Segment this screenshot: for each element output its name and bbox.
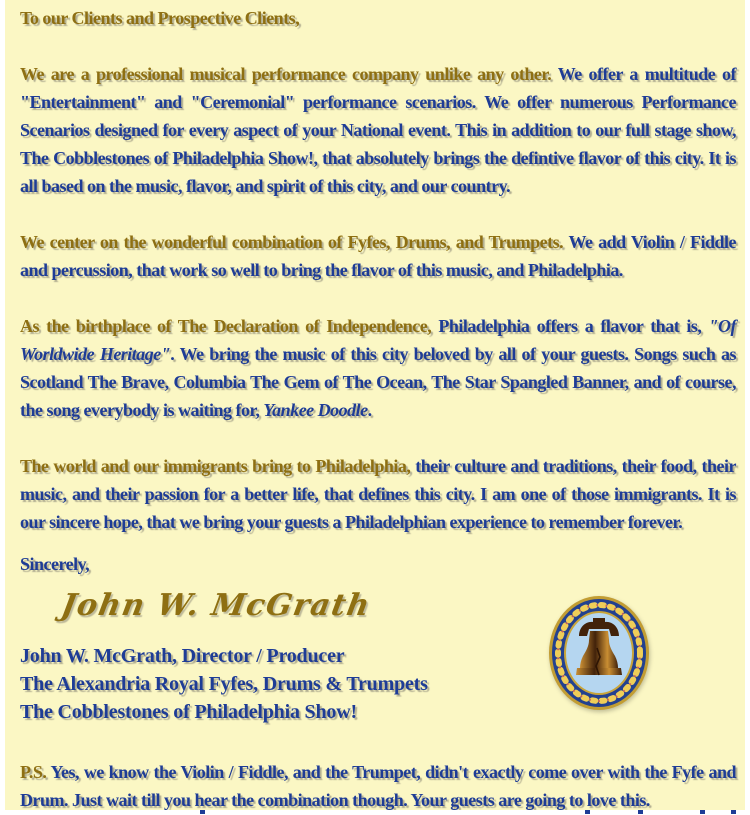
- text-segment: We center on the wonderful combination of Fyfes, Drums, and Trumpets.: [20, 232, 564, 252]
- handwritten-signature: John W. McGrath: [58, 588, 374, 623]
- liberty-bell-seal: [548, 594, 650, 712]
- clipped-next-line-fragment: [731, 810, 736, 814]
- letter-page: [5, 0, 745, 810]
- text-segment: The world and our immigrants bring to Philadelphia,: [20, 456, 411, 476]
- text-segment: As the birthplace of The Declaration of Independence,: [20, 316, 432, 336]
- text-segment: "Of Worldwide Heritage": [20, 316, 737, 364]
- text-segment: Philadelphia offers a flavor that is,: [431, 316, 709, 336]
- paragraph-immigrants: [20, 452, 736, 536]
- clipped-next-line-fragment: [200, 810, 205, 814]
- text-segment: .: [367, 400, 372, 420]
- company-name-line: The Alexandria Royal Fyfes, Drums & Trumpets: [20, 673, 428, 695]
- text-segment: their culture and traditions, their food, their music, and their passion for a better life, that defines this city. I am one of those immigrants. It is our sincere hope, that we bring your guests a Philadelphian experience to remember forever.: [20, 456, 737, 532]
- text-segment: Yes, we know the Violin / Fiddle, and the Trumpet, didn't exactly come over with the Fyfe and Drum. Just wait till you hear the combination though. Your guests are going to love this.: [20, 762, 736, 810]
- clipped-next-line-fragment: [638, 810, 643, 814]
- clipped-next-line-fragment: [585, 810, 590, 814]
- text-segment: We offer a multitude of "Entertainment" and "Ceremonial" performance scenarios. We offer numerous Performance Scenarios designed for every aspect of your National event. This in addition to our full stage show, The Cobblestones of Philadelphia Show!, that absolutely brings the defintive flavor of this city. It is all based on the music, flavor, and spirit of this city, and our country.: [20, 64, 736, 196]
- paragraph-heritage: [20, 312, 736, 424]
- text-segment: Yankee Doodle: [263, 400, 368, 420]
- postscript-paragraph: [20, 758, 736, 810]
- text-segment: . We bring the music of this city beloved by all of your guests. Songs such as Scotland The Brave, Columbia The Gem of The Ocean, The Star Spangled Banner, and of course, the song everybody is waiting for,: [20, 344, 736, 420]
- closing-sincerely: Sincerely,: [20, 554, 90, 574]
- show-name-line: The Cobblestones of Philadelphia Show!: [20, 701, 357, 723]
- text-segment: P.S.: [20, 762, 47, 782]
- signature-name-title-line: John W. McGrath, Director / Producer: [20, 645, 345, 667]
- text-segment: We add Violin / Fiddle and percussion, that work so well to bring the flavor of this music, and Philadelphia.: [20, 232, 736, 280]
- clipped-next-line-fragment: [700, 810, 705, 814]
- text-segment: We are a professional musical performance company unlike any other.: [20, 64, 552, 84]
- paragraph-instruments: [20, 228, 736, 284]
- salutation: To our Clients and Prospective Clients,: [20, 8, 300, 28]
- paragraph-intro: [20, 60, 736, 200]
